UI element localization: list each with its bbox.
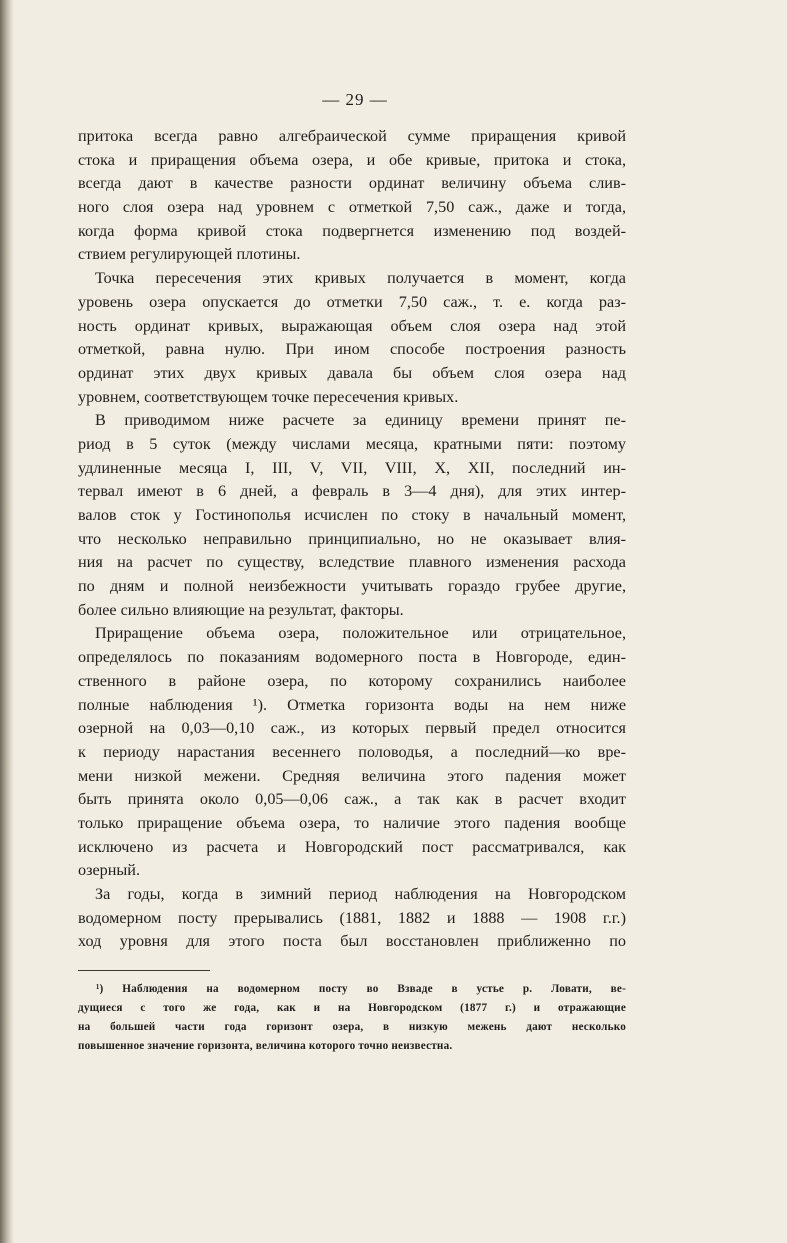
text-line: ного слоя озера над уровнем с отметкой 7,50 саж., даже и тогда, xyxy=(78,198,626,217)
text-line: удлиненные месяца I, III, V, VII, VIII, X, XII, последний ин- xyxy=(78,458,626,477)
text-line: валов сток у Гостинополья исчислен по стоку в начальный момент, xyxy=(78,506,626,524)
text-line: ния на расчет по существу, вследствие плавного изменения расхода xyxy=(78,553,626,572)
text-line: ствием регулирующей плотины. xyxy=(78,245,301,264)
text-line: уровень озера опускается до отметки 7,50 саж., т. е. когда раз- xyxy=(78,292,626,311)
text-line: что несколько неправильно принципиально, но не оказывает влия- xyxy=(78,529,626,548)
text-line: тервал имеют в 6 дней, а февраль в 3—4 дня), для этих интер- xyxy=(78,482,626,501)
text-line: В приводимом ниже расчете за единицу времени принят пе- xyxy=(95,411,626,430)
text-line: всегда дают в качестве разности ординат величину объема слив- xyxy=(78,174,626,193)
text-line: За годы, когда в зимний период наблюдения на Новгородском xyxy=(95,885,626,903)
text-line: полные наблюдения ¹). Отметка горизонта воды на нем ниже xyxy=(78,695,626,714)
text-line: когда форма кривой стока подвергнется изменению под воздей- xyxy=(78,221,626,240)
footnote-line: ¹) Наблюдения на водомерном посту во Взваде в устье р. Ловати, ве- xyxy=(96,983,626,996)
text-line: определялось по показаниям водомерного поста в Новгороде, един- xyxy=(78,648,626,667)
text-line: водомерном посту прерывались (1881, 1882 и 1888 — 1908 г.г.) xyxy=(78,908,626,927)
text-line: быть принята около 0,05—0,06 саж., а так как в расчет входит xyxy=(78,790,626,809)
paragraph-1 xyxy=(78,125,626,267)
text-line: ординат этих двух кривых давала бы объем слоя озера над xyxy=(78,363,626,382)
document-page xyxy=(78,90,626,1056)
text-line: Точка пересечения этих кривых получается в момент, когда xyxy=(95,269,626,288)
text-line: ход уровня для этого поста был восстановлен приближенно по xyxy=(78,932,626,951)
text-line: исключено из расчета и Новгородский пост рассматривался, как xyxy=(78,837,626,856)
footnote-line: дущиеся с того же года, как и на Новгородском (1877 г.) и отражающие xyxy=(78,1002,626,1015)
text-line: притока всегда равно алгебраической сумме приращения кривой xyxy=(78,127,626,145)
text-line: только приращение объема озера, то наличие этого падения вообще xyxy=(78,813,626,832)
text-line: более сильно влияющие на результат, факторы. xyxy=(78,600,404,619)
text-line: уровнем, соответствующем точке пересечения кривых. xyxy=(78,387,459,406)
paragraph-3 xyxy=(78,409,626,622)
paragraph-5 xyxy=(78,883,626,954)
text-line: ственного в районе озера, по которому сохранились наиболее xyxy=(78,671,626,690)
text-line: мени низкой межени. Средняя величина этого падения может xyxy=(78,766,626,785)
text-line: риод в 5 суток (между числами месяца, кратными пяти: поэтому xyxy=(78,434,626,453)
text-line: стока и приращения объема озера, и обе кривые, притока и стока, xyxy=(78,150,626,169)
footnote-line: на большей части года горизонт озера, в низкую межень дают несколько xyxy=(78,1021,626,1034)
text-line: Приращение объема озера, положительное или отрицательное, xyxy=(95,624,626,643)
page-number: — 29 — xyxy=(322,90,388,109)
paragraph-2 xyxy=(78,267,626,409)
text-line: отметкой, равна нулю. При ином способе построения разность xyxy=(78,340,626,359)
text-line: озерный. xyxy=(78,861,141,880)
footnote-divider xyxy=(78,970,210,971)
text-line: к периоду нарастания весеннего половодья, а последний—ко вре- xyxy=(78,742,626,761)
text-line: по дням и полной неизбежности учитывать гораздо грубее другие, xyxy=(78,577,626,596)
text-line: ность ординат кривых, выражающая объем слоя озера над этой xyxy=(78,316,626,335)
page-binding-shadow xyxy=(0,0,14,1243)
text-line: озерной на 0,03—0,10 саж., из которых первый предел относится xyxy=(78,719,626,738)
footnote xyxy=(78,980,626,1056)
body-text xyxy=(78,125,626,954)
paragraph-4 xyxy=(78,622,626,883)
footnote-line: повышенное значение горизонта, величина которого точно неизвестна. xyxy=(78,1040,453,1053)
